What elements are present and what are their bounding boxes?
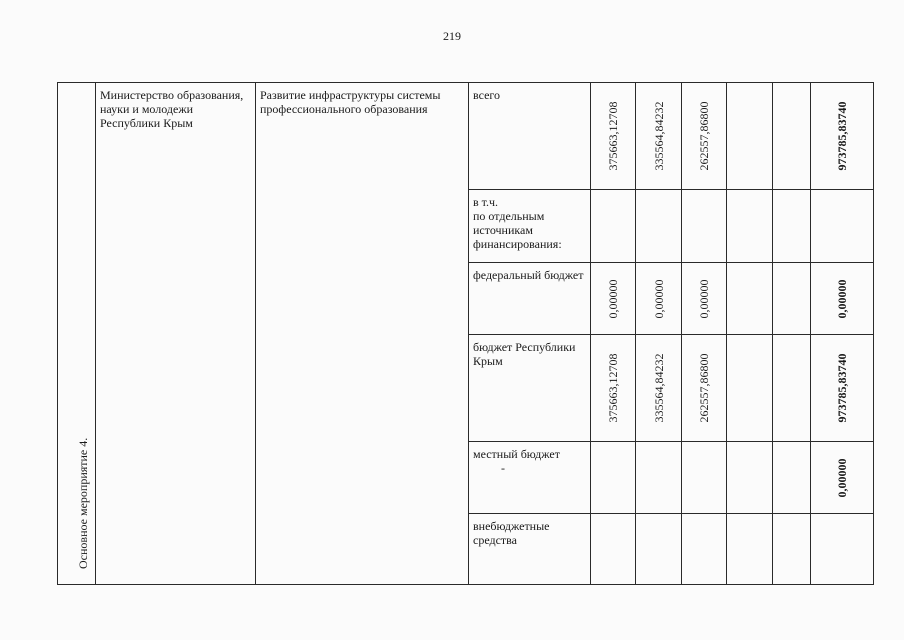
value: 262557,86800: [697, 101, 711, 171]
executor: Министерство образования, науки и молодежи Республики Крым: [100, 88, 244, 130]
total-value: 0,00000: [835, 458, 849, 497]
value-cell: [591, 514, 636, 585]
value-cell: [591, 190, 636, 263]
value-cell: [727, 190, 773, 263]
row-title-cell: [58, 83, 96, 585]
value-cell: [682, 442, 727, 514]
page-number: 219: [443, 29, 461, 43]
value-cell: [682, 514, 727, 585]
row-note: -: [501, 461, 505, 475]
value-cell: [591, 83, 636, 190]
row-label: местный бюджет: [473, 447, 560, 461]
value-cell: [636, 83, 682, 190]
total-value: 973785,83740: [835, 101, 849, 171]
value-cell: [591, 442, 636, 514]
row-label-cell: [469, 514, 591, 585]
value: 335564,84232: [651, 101, 666, 171]
budget-table: [57, 82, 874, 585]
value-cell: [636, 263, 682, 335]
value-cell: [727, 442, 773, 514]
value-cell: [636, 514, 682, 585]
value-cell: [682, 335, 727, 442]
row-label: федеральный бюджет: [473, 268, 584, 282]
row-label: всего: [473, 88, 501, 102]
value-cell: [773, 263, 811, 335]
value-cell: [682, 263, 727, 335]
executor-cell: [96, 83, 256, 585]
value-cell: [727, 263, 773, 335]
row-label: внебюджетные средства: [473, 519, 550, 547]
total-cell: [811, 83, 874, 190]
value-cell: [773, 442, 811, 514]
value-cell: [682, 83, 727, 190]
value: 0,00000: [697, 279, 711, 318]
value-cell: [773, 83, 811, 190]
value: 0,00000: [606, 279, 620, 318]
row-label-cell: [469, 263, 591, 335]
value: 375663,12708: [606, 353, 620, 423]
value-cell: [727, 335, 773, 442]
row-label-cell: [469, 335, 591, 442]
value-cell: [727, 83, 773, 190]
activity-cell: [256, 83, 469, 585]
total-cell: [811, 442, 874, 514]
value-cell: [636, 190, 682, 263]
value: 375663,12708: [606, 101, 620, 171]
total-cell: [811, 514, 874, 585]
value: 0,00000: [651, 279, 666, 318]
value-cell: [682, 190, 727, 263]
row-title: Основное мероприятие 4.: [75, 437, 90, 569]
total-value: 0,00000: [835, 279, 849, 318]
value-cell: [773, 514, 811, 585]
value: 262557,86800: [697, 353, 711, 423]
value-cell: [636, 335, 682, 442]
row-label: бюджет Республики Крым: [473, 340, 576, 368]
row-label: в т.ч. по отдельным источникам финансирования:: [473, 195, 562, 251]
row-label-cell: [469, 442, 591, 514]
total-cell: [811, 335, 874, 442]
value-cell: [773, 335, 811, 442]
value: 335564,84232: [651, 353, 666, 423]
value-cell: [773, 190, 811, 263]
total-value: 973785,83740: [835, 353, 849, 423]
value-cell: [727, 514, 773, 585]
value-cell: [636, 442, 682, 514]
total-cell: [811, 190, 874, 263]
row-label-cell: [469, 83, 591, 190]
total-cell: [811, 263, 874, 335]
value-cell: [591, 335, 636, 442]
row-label-cell: [469, 190, 591, 263]
value-cell: [591, 263, 636, 335]
activity: Развитие инфраструктуры системы профессионального образования: [260, 88, 441, 116]
